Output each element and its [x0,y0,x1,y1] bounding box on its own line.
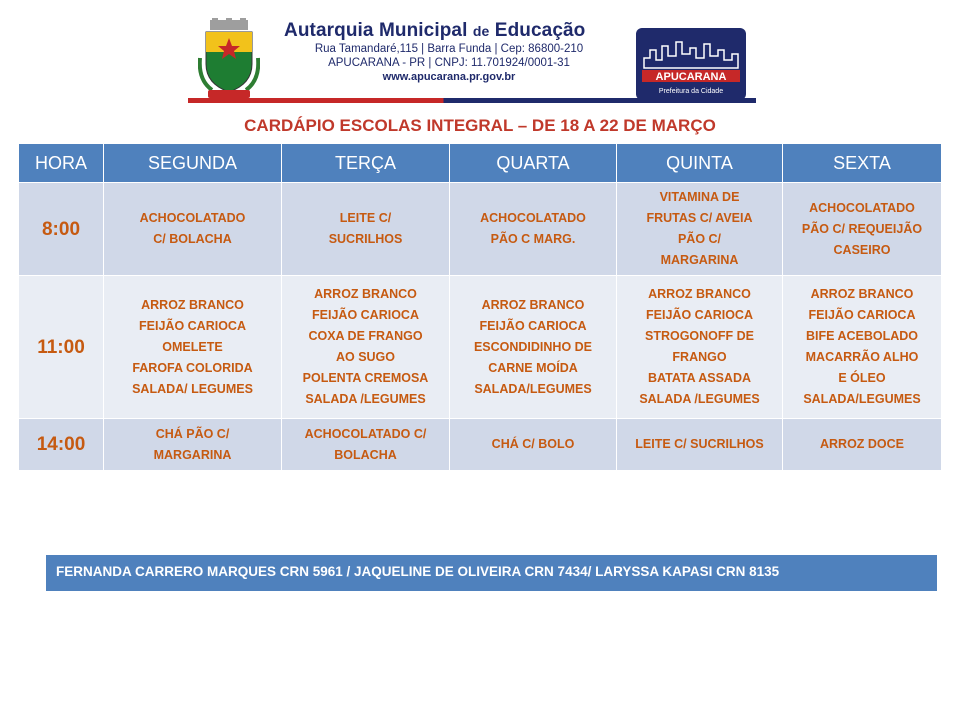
meal-cell [282,276,450,419]
meal-item: ARROZ BRANCO [481,297,585,312]
meal-item: ARROZ BRANCO [141,297,244,312]
meal-item: FRUTAS C/ AVEIA [646,211,753,225]
meal-item: COXA DE FRANGO [308,329,423,343]
meal-item: SALADA /LEGUMES [305,392,426,406]
apucarana-skyline-logo-icon [636,28,746,100]
meal-cell [783,419,942,471]
meal-item: ARROZ BRANCO [314,287,417,301]
meal-item: PÃO C/ REQUEIJÃO [801,221,923,236]
meal-item: SALADA/LEGUMES [803,392,921,406]
meal-item: BIFE ACEBOLADO [805,329,919,343]
meal-item: FEIJÃO CARIOCA [646,308,753,322]
meal-item: PÃO C/ [677,232,722,246]
meal-item: ACHOCOLATADO [809,200,915,215]
meal-cell [783,276,942,419]
meal-cell [783,183,942,276]
meal-item: CHÁ C/ BOLO [491,437,575,451]
meal-item: LEITE C/ SUCRILHOS [635,437,764,451]
org-website: www.apucarana.pr.gov.br [382,71,516,83]
time-cell: 14:00 [19,419,104,471]
meal-item: FEIJÃO CARIOCA [479,318,587,333]
meal-cell [282,419,450,471]
meal-item: VITAMINA DE [659,190,740,204]
letterhead-divider [188,98,756,103]
meal-item: MARGARINA [153,447,232,462]
column-header: QUARTA [450,144,617,183]
meal-item: OMELETE [162,339,223,354]
meal-item: ARROZ DOCE [819,437,905,451]
meal-item: AO SUGO [335,350,396,364]
table-row [19,183,942,276]
meal-item: FAROFA COLORIDA [132,360,253,375]
meal-item: ACHOCOLATADO [480,211,586,225]
letterhead [188,14,756,104]
column-header: SEXTA [783,144,942,183]
meal-item: CARNE MOÍDA [488,360,578,375]
meal-item: FEIJÃO CARIOCA [808,308,916,322]
column-header: TERÇA [282,144,450,183]
meal-item: PÃO C MARG. [490,232,576,246]
meal-item: ACHOCOLATADO [139,211,246,225]
meal-item: LEITE C/ [339,211,392,225]
meal-cell [104,276,282,419]
nutritionists-footer: FERNANDA CARRERO MARQUES CRN 5961 / JAQUELINE DE OLIVEIRA CRN 7434/ LARYSSA KAPASI CRN 8135 [46,555,937,591]
meal-item: C/ BOLACHA [153,232,232,246]
meal-item: MARGARINA [660,253,739,267]
column-header: QUINTA [617,144,783,183]
org-city-cnpj: APUCARANA - PR | CNPJ: 11.701924/0001-31 [328,57,570,69]
meal-item: ARROZ BRANCO [648,287,751,301]
menu-title: CARDÁPIO ESCOLAS INTEGRAL – DE 18 A 22 DE MARÇO [244,116,716,135]
meal-item: E ÓLEO [838,371,886,385]
meal-item: CHÁ PÃO C/ [155,426,230,441]
table-row [19,276,942,419]
city-crest-icon [198,18,260,100]
meal-item: SALADA/ LEGUMES [132,381,253,396]
time-cell: 8:00 [19,183,104,276]
brand-sub: Prefeitura da Cidade [658,88,724,95]
time-cell: 11:00 [19,276,104,419]
meal-item: BOLACHA [334,447,397,462]
meal-cell [450,276,617,419]
meal-cell [104,419,282,471]
meal-item: SUCRILHOS [328,232,403,246]
table-row [19,419,942,471]
meal-item: FRANGO [672,350,727,364]
meal-cell [617,276,783,419]
meal-item: MACARRÃO ALHO [805,350,919,364]
org-address: Rua Tamandaré,115 | Barra Funda | Cep: 86800-210 [314,43,584,55]
menu-table [18,143,942,471]
brand-name: APUCARANA [655,71,727,83]
menu-table-body [19,183,942,471]
meal-item: STROGONOFF DE [644,329,755,343]
meal-cell [617,183,783,276]
meal-cell [450,183,617,276]
meal-cell [104,183,282,276]
meal-item: FEIJÃO CARIOCA [139,318,246,333]
meal-cell [450,419,617,471]
column-header: HORA [19,144,104,183]
meal-item: ACHOCOLATADO C/ [304,426,427,441]
column-header: SEGUNDA [104,144,282,183]
meal-item: ARROZ BRANCO [810,287,914,301]
org-title: Autarquia Municipal de Educação [284,20,586,41]
meal-item: BATATA ASSADA [648,371,751,385]
meal-cell [282,183,450,276]
meal-item: FEIJÃO CARIOCA [312,308,419,322]
meal-item: SALADA /LEGUMES [639,392,760,406]
meal-item: SALADA/LEGUMES [474,381,592,396]
table-header-row [19,144,942,183]
meal-cell [617,419,783,471]
meal-item: ESCONDIDINHO DE [473,339,593,354]
meal-item: POLENTA CREMOSA [302,371,429,385]
meal-item: CASEIRO [833,242,891,257]
